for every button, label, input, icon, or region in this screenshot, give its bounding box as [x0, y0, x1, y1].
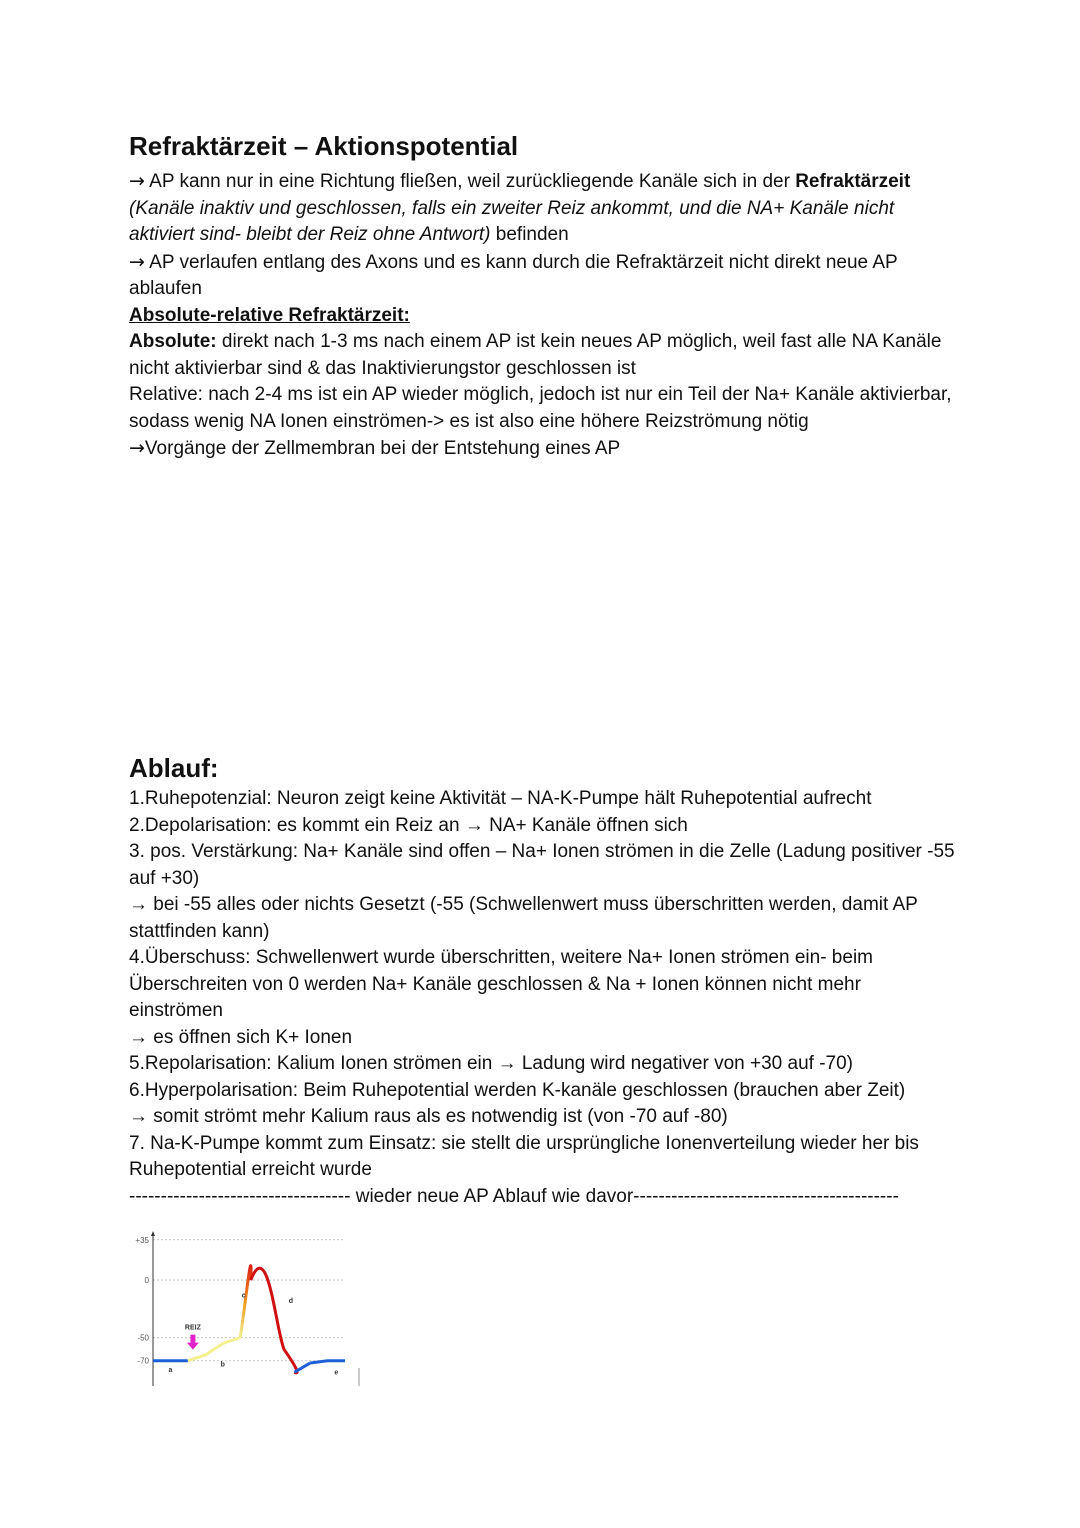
list-item: → somit strömt mehr Kalium raus als es notwendig ist (von -70 auf -80)	[129, 1106, 728, 1127]
y-tick-label: +35	[135, 1235, 149, 1245]
phase-label: e	[334, 1369, 339, 1377]
list-item: 7. Na-K-Pumpe kommt zum Einsatz: sie stellt die ursprüngliche Ionenverteilung wieder her bis Ruhepotential erreicht wurde	[129, 1132, 919, 1180]
list-item: 2.Depolarisation: es kommt ein Reiz an → NA+ Kanäle öffnen sich	[129, 814, 688, 836]
y-tick-label: 0	[144, 1276, 149, 1286]
paragraph-relative: Relative: nach 2-4 ms ist ein AP wieder möglich, jedoch ist nur ein Teil der Na+ Kanäle aktivierbar, sodass wenig NA Ionen einströmen-> es ist also eine höhere Reizströmung nötig	[129, 384, 952, 432]
phase-label: a	[168, 1367, 173, 1375]
y-tick-label: -50	[137, 1333, 149, 1343]
list-item: 4.Überschuss: Schwellenwert wurde überschritten, weitere Na+ Ionen strömen ein- beim Überschreiten von 0 werden Na+ Kanäle geschlossen & Na + Ionen können nicht mehr einströmen	[129, 947, 873, 1021]
resting-segment-end	[310, 1361, 345, 1363]
bold-term: Refraktärzeit	[795, 171, 911, 192]
text: Vorgänge der Zellmembran bei der Entstehung eines AP	[144, 438, 621, 459]
arrow-icon: →	[129, 250, 145, 273]
repolarisation-segment	[251, 1268, 297, 1373]
section-title: Refraktärzeit – Aktionspotential	[129, 131, 519, 161]
list-item: 3. pos. Verstärkung: Na+ Kanäle sind offen – Na+ Ionen strömen in die Zelle (Ladung positiver -55 auf +30)	[129, 841, 955, 889]
list-item: 6.Hyperpolarisation: Beim Ruhepotential werden K-kanäle geschlossen (brauchen aber Zeit)	[129, 1079, 906, 1101]
paragraph-direction	[129, 168, 959, 249]
text: AP kann nur in eine Richtung fließen, weil zurückliegende Kanäle sich in der	[149, 171, 796, 192]
text: direkt nach 1-3 ms nach einem AP ist kein neues AP möglich, weil fast alle NA Kanäle nicht aktivierbar sind & das Inaktivierungstor geschlossen ist	[129, 331, 942, 379]
paragraph-axon	[129, 249, 959, 303]
phase-label: c	[241, 1292, 246, 1300]
arrow-icon: →	[129, 437, 145, 459]
section-ablauf	[129, 752, 959, 1210]
stimulus-label: REIZ	[184, 1324, 201, 1332]
subheading-text: Absolute-relative Refraktärzeit:	[129, 304, 410, 326]
text: AP verlaufen entlang des Axons und es kann durch die Refraktärzeit nicht direkt neue AP ablaufen	[129, 251, 898, 299]
arrow-icon: →	[129, 170, 145, 192]
text: befinden	[490, 224, 569, 245]
threshold-segment	[188, 1338, 240, 1361]
list-item: 5.Repolarisation: Kalium Ionen strömen ein → Ladung wird negativer von +30 auf -70)	[129, 1053, 854, 1074]
y-axis-arrow	[151, 1231, 155, 1236]
paragraph-vorgaenge	[129, 435, 959, 463]
stimulus-arrow-shaft	[190, 1335, 195, 1343]
section-title: Ablauf:	[129, 753, 219, 783]
list-item: → bei -55 alles oder nichts Gesetzt (-55 (Schwellenwert muss überschritten werden, damit AP stattfinden kann)	[129, 894, 918, 942]
subheading	[129, 303, 959, 330]
bold-label: Absolute:	[129, 331, 217, 352]
phase-label: b	[220, 1361, 225, 1369]
paragraph-absolute	[129, 329, 959, 382]
depolarisation-segment	[240, 1266, 251, 1338]
action-potential-chart	[129, 1228, 361, 1390]
stimulus-arrow-head	[187, 1343, 199, 1350]
chart-svg	[129, 1228, 361, 1390]
list-item: → es öffnen sich K+ Ionen	[129, 1026, 353, 1048]
section-refraktaerzeit	[129, 130, 959, 463]
phase-label: d	[288, 1298, 294, 1306]
italic-note: (Kanäle inaktiv und geschlossen, falls ein zweiter Reiz ankommt, und die NA+ Kanäle nicht aktiviert sind- bleibt der Reiz ohne Antwort)	[129, 197, 895, 245]
y-tick-label: -70	[137, 1356, 149, 1366]
separator-line: ----------------------------------- wieder neue AP Ablauf wie davor------------------------------------------	[129, 1185, 899, 1207]
list-item: 1.Ruhepotenzial: Neuron zeigt keine Aktivität – NA-K-Pumpe hält Ruhepotential aufrecht	[129, 788, 872, 809]
